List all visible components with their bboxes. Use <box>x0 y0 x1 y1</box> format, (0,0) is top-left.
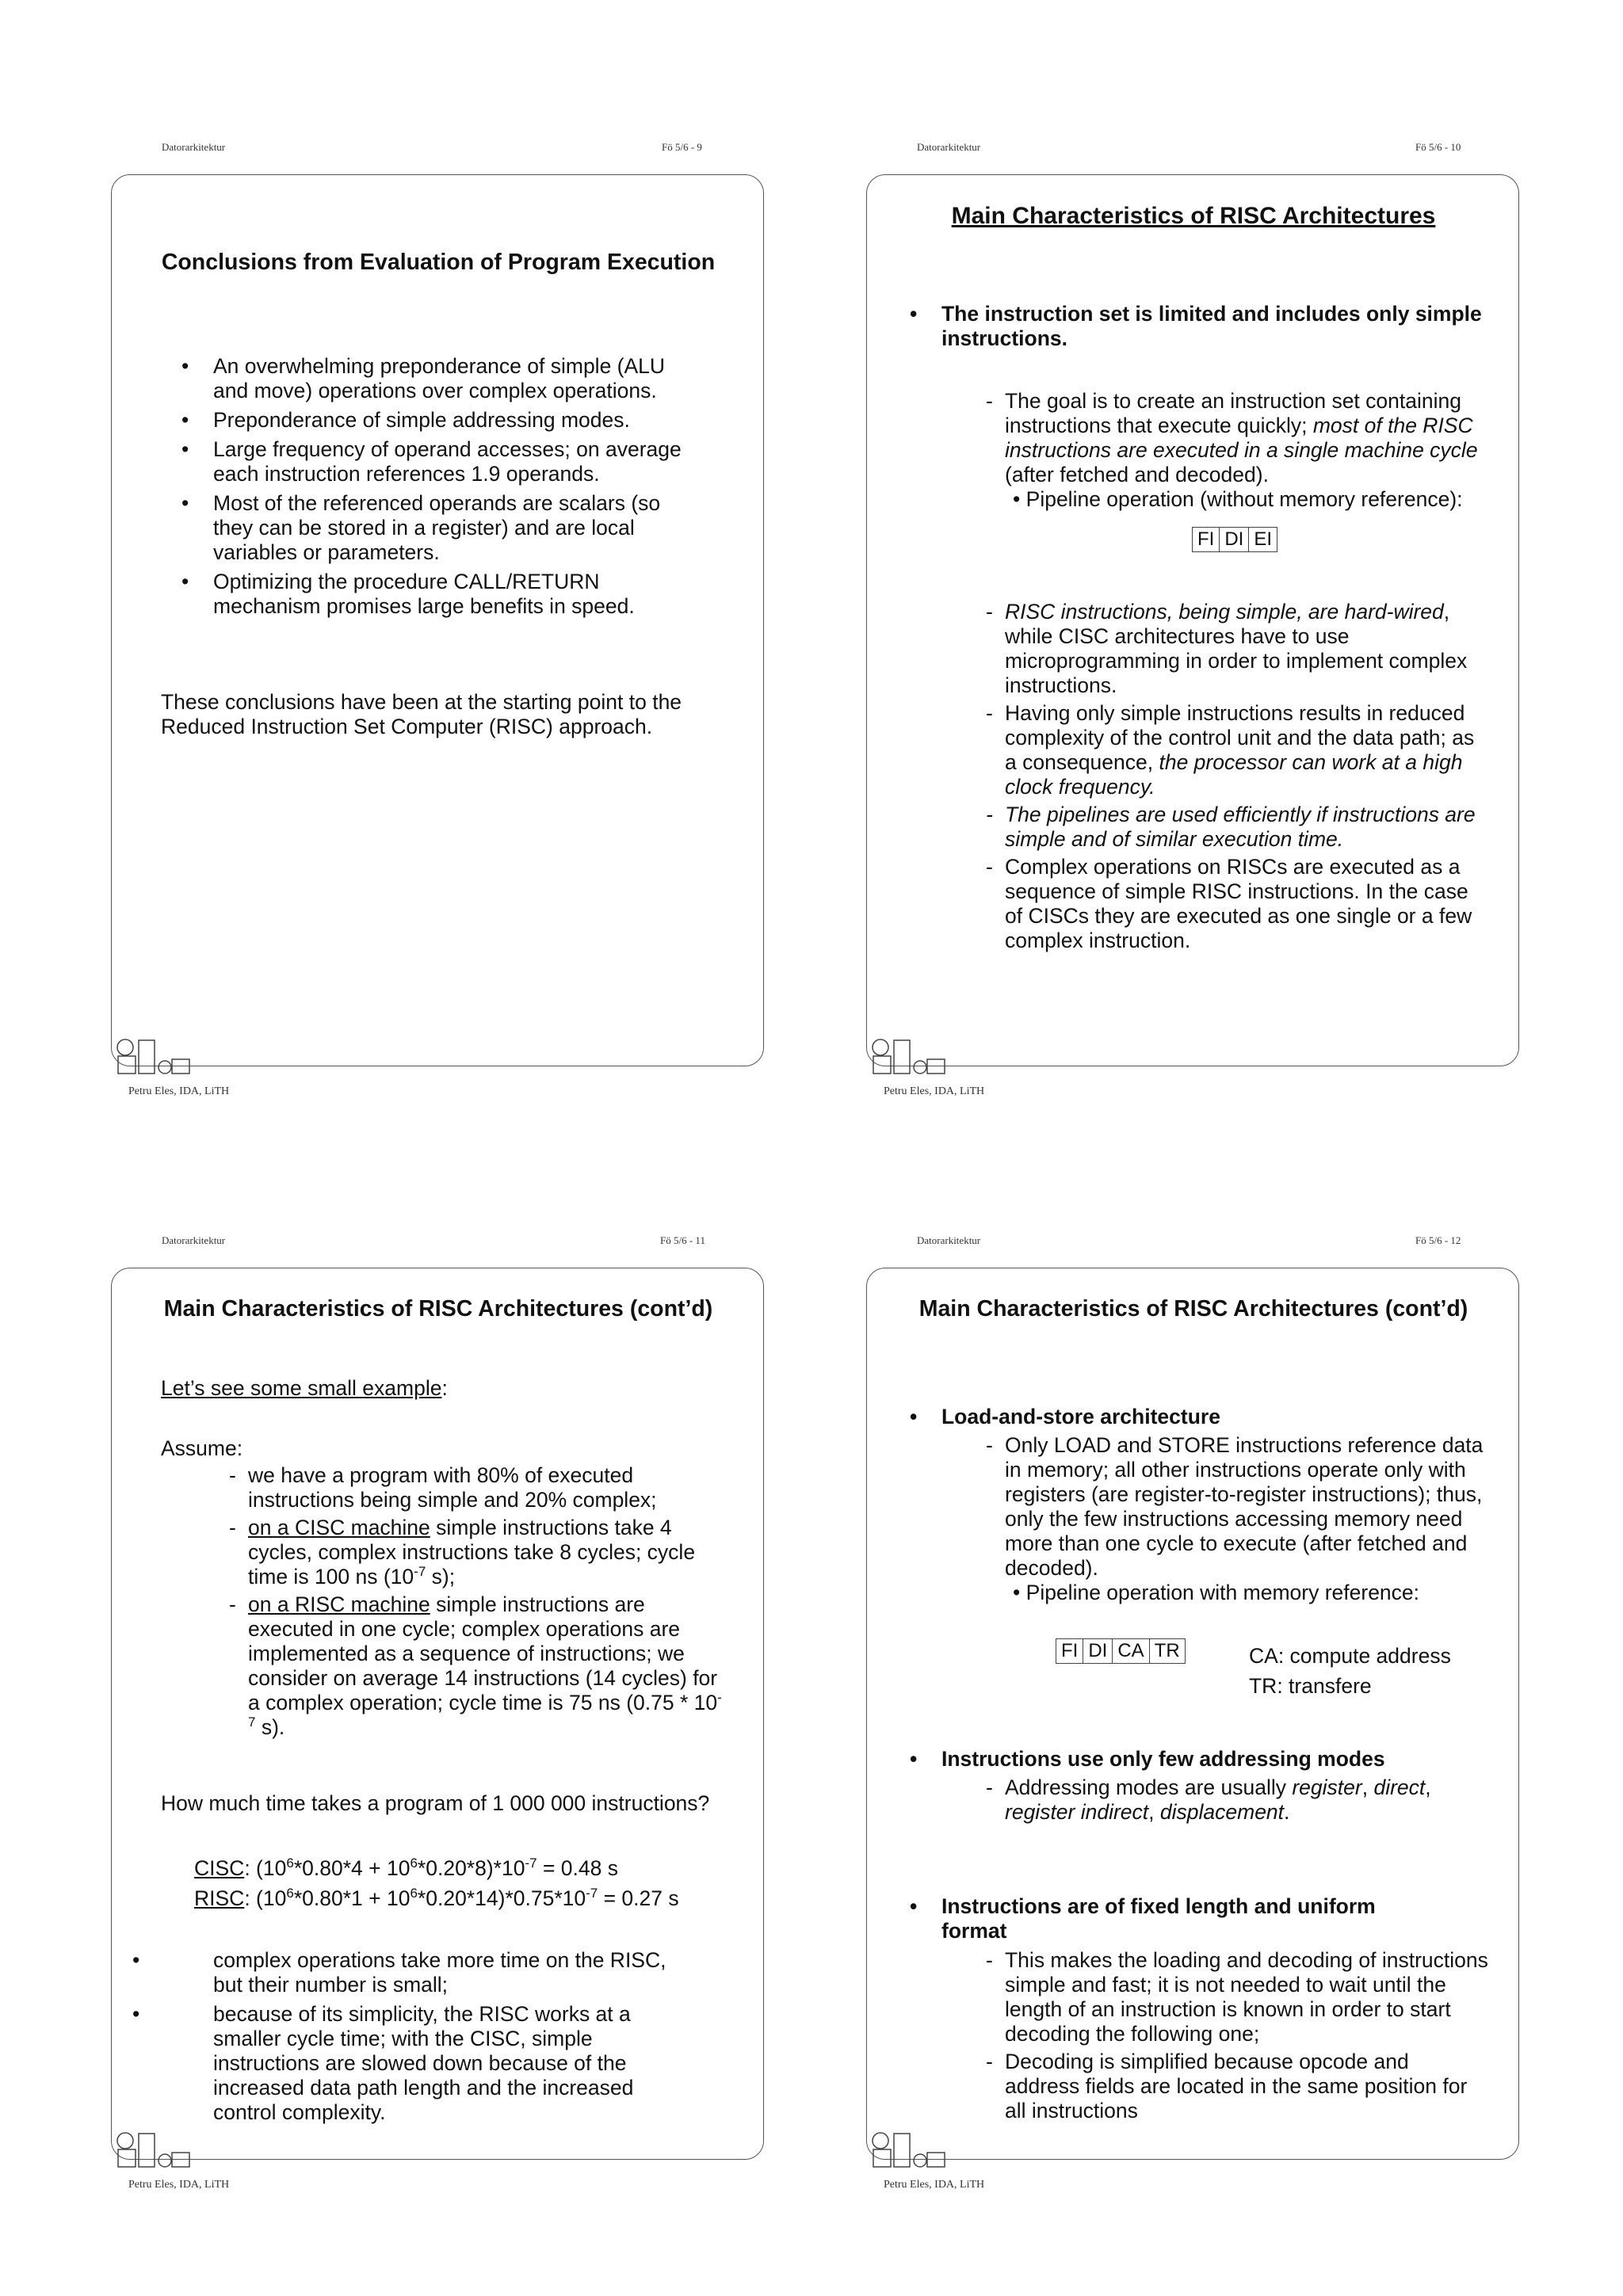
slide-9 <box>71 0 865 1125</box>
footer-author: Petru Eles, IDA, LiTH <box>128 2179 230 2191</box>
dash-list <box>224 1463 724 1743</box>
list-item: • Preponderance of simple addressing modes. <box>161 408 700 433</box>
list-item <box>981 1433 1488 1605</box>
pipeline-label: • Pipeline operation (without memory reference): <box>1013 487 1463 511</box>
stage-fi: FI <box>1056 1639 1083 1663</box>
formula-part: : (10 <box>244 1856 287 1880</box>
formula-part: *0.20*8)*10 <box>417 1856 525 1880</box>
risc-machine-label: on a RISC machine <box>248 1592 430 1616</box>
list-item: • An overwhelming preponderance of simple (ALU and move) operations over complex operations. <box>161 354 700 403</box>
list-item <box>224 1516 724 1589</box>
slide-title: Main Characteristics of RISC Architectures (cont’d) <box>163 1296 713 1322</box>
pipeline-label: • Pipeline operation with memory reference: <box>1013 1581 1420 1604</box>
footer-author: Petru Eles, IDA, LiTH <box>884 1085 985 1097</box>
text: , <box>1425 1775 1431 1799</box>
slide-frame <box>866 174 1519 1066</box>
exponent: 6 <box>410 1855 418 1871</box>
pipeline-diagram <box>1192 527 1277 552</box>
assume-label: Assume: <box>161 1436 243 1460</box>
header-page-number: Fö 5/6 - 10 <box>1415 141 1461 153</box>
emphasis: most of the RISC instructions are executed in a single machine cycle <box>1005 414 1478 462</box>
text: (after fetched and decoded). <box>1005 463 1269 486</box>
bullet-list <box>889 302 1491 356</box>
text: simple instructions take 4 cycles, complex instructions take 8 cycles; cycle time is 100 ns (10 <box>248 1516 696 1589</box>
exponent: -7 <box>586 1886 598 1901</box>
list-item: - The pipelines are used efficiently if instructions are simple and of similar execution time. <box>981 803 1488 852</box>
bullet-list <box>889 1894 1428 1948</box>
slide-12 <box>827 1093 1620 2218</box>
pipeline-stages <box>1056 1638 1186 1664</box>
slide-frame <box>111 1268 764 2160</box>
slide-11 <box>71 1093 865 2218</box>
list-item <box>224 1592 724 1740</box>
list-item: • Most of the referenced operands are scalars (so they can be stored in a register) and are local variables or parameters. <box>161 491 700 565</box>
exponent: 6 <box>286 1886 294 1901</box>
bullet-list <box>161 354 700 624</box>
logo-icon <box>116 2132 212 2170</box>
slide-frame <box>111 174 764 1066</box>
list-item <box>981 701 1488 799</box>
stage-ca: CA <box>1113 1639 1149 1663</box>
text: , <box>1148 1800 1160 1824</box>
pipeline-diagram <box>1056 1638 1186 1664</box>
text: Having only simple instructions results in reduced complexity of the control unit and the data path; as a consequence, <box>1005 701 1475 774</box>
legend-ca: CA: compute address <box>1249 1644 1451 1668</box>
emphasis: RISC instructions, being simple, are hard-wired <box>1005 600 1444 624</box>
list-item: • Optimizing the procedure CALL/RETURN mechanism promises large benefits in speed. <box>161 570 700 619</box>
stage-di: DI <box>1220 528 1249 551</box>
dash-list <box>981 1948 1488 2126</box>
list-item: - This makes the loading and decoding of instructions simple and fast; it is not needed to wait until the length of an instruction is known in order to start decoding the following one; <box>981 1948 1488 2046</box>
stage-di: DI <box>1083 1639 1113 1663</box>
list-item: - Complex operations on RISCs are executed as a sequence of simple RISC instructions. In the case of CISCs they are executed as one single or a few complex instruction. <box>981 855 1488 953</box>
list-item: - Decoding is simplified because opcode and address fields are located in the same position for all instructions <box>981 2050 1488 2123</box>
bullet-list <box>889 1747 1491 1776</box>
text: , while CISC architectures have to use microprogramming in order to implement complex instructions. <box>1005 600 1468 697</box>
formula-part: *0.80*1 + 10 <box>293 1886 411 1910</box>
stage-fi: FI <box>1193 528 1220 551</box>
formula-part: = 0.48 s <box>537 1856 618 1880</box>
question-text: How much time takes a program of 1 000 000 instructions? <box>161 1791 710 1815</box>
header-page-number: Fö 5/6 - 9 <box>662 141 702 153</box>
exponent: -7 <box>248 1690 722 1730</box>
logo-icon <box>872 1039 967 1077</box>
footer-author: Petru Eles, IDA, LiTH <box>884 2179 985 2191</box>
exponent: 6 <box>286 1855 294 1871</box>
mode-direct: direct <box>1373 1775 1426 1799</box>
slide-title: Main Characteristics of RISC Architectures <box>951 203 1436 229</box>
list-item <box>981 600 1488 698</box>
text: s); <box>426 1565 456 1589</box>
slide-title: Main Characteristics of RISC Architectures (cont’d) <box>918 1296 1468 1322</box>
logo-icon <box>116 1039 212 1077</box>
intro-text <box>161 1376 448 1401</box>
exponent: -7 <box>525 1855 537 1871</box>
formula-part: = 0.27 s <box>598 1886 679 1910</box>
cisc-formula <box>194 1856 618 1881</box>
text: simple instructions are executed in one cycle; complex operations are implemented as a sequence of instructions; we consider on average 14 instructions (14 cycles) for a complex operation; cycle time is 75 ns (0.75 * 10 <box>248 1592 718 1714</box>
stage-tr: TR <box>1154 1640 1180 1661</box>
header-page-number: Fö 5/6 - 11 <box>660 1234 705 1246</box>
header-course: Datorarkitektur <box>917 1234 981 1246</box>
formula-part: *0.80*4 + 10 <box>293 1856 411 1880</box>
list-item <box>981 389 1488 552</box>
dash-list <box>981 389 1488 956</box>
list-item: • complex operations take more time on the RISC, but their number is small; <box>112 1948 682 1997</box>
bullet-list <box>889 1405 1491 1434</box>
list-item: - we have a program with 80% of executed instructions being simple and 20% complex; <box>224 1463 724 1512</box>
legend-tr: TR: transfere <box>1249 1674 1372 1698</box>
mode-register-indirect: register indirect <box>1005 1800 1149 1824</box>
header-page-number: Fö 5/6 - 12 <box>1415 1234 1461 1246</box>
list-item: • Instructions are of fixed length and uniform format <box>889 1894 1428 1943</box>
slide-10 <box>827 0 1620 1125</box>
slide-frame <box>866 1268 1519 2160</box>
text: Addressing modes are usually <box>1005 1775 1293 1799</box>
dash-list <box>981 1775 1488 1828</box>
risc-label: RISC <box>194 1886 245 1910</box>
list-item: • Large frequency of operand accesses; on average each instruction references 1.9 operands. <box>161 437 700 486</box>
cisc-label: CISC <box>194 1856 245 1880</box>
text: The goal is to create an instruction set containing instructions that execute quickly; <box>1005 389 1461 437</box>
intro-underlined: Let’s see some small example <box>161 1376 442 1400</box>
logo-icon <box>872 2132 967 2170</box>
emphasis: the processor can work at a high clock frequency. <box>1005 750 1463 799</box>
mode-displacement: displacement <box>1159 1800 1285 1824</box>
formula-part: : (10 <box>244 1886 287 1910</box>
exponent: 6 <box>410 1886 418 1901</box>
list-item: • Load-and-store architecture <box>889 1405 1491 1429</box>
header-course: Datorarkitektur <box>917 141 981 153</box>
dash-list <box>981 1433 1488 1608</box>
stage-ei: EI <box>1254 528 1272 550</box>
bullet-list <box>112 1948 682 2130</box>
text: s). <box>255 1715 285 1739</box>
footer-author: Petru Eles, IDA, LiTH <box>128 1085 230 1097</box>
list-item: • Instructions use only few addressing modes <box>889 1747 1491 1772</box>
header-course: Datorarkitektur <box>162 1234 226 1246</box>
cisc-machine-label: on a CISC machine <box>248 1516 430 1539</box>
mode-register: register <box>1292 1775 1362 1799</box>
intro-colon: : <box>441 1376 448 1400</box>
header-course: Datorarkitektur <box>162 141 226 153</box>
exponent: -7 <box>414 1564 426 1580</box>
list-item: • The instruction set is limited and includes only simple instructions. <box>889 302 1491 351</box>
list-item: • because of its simplicity, the RISC works at a smaller cycle time; with the CISC, simple instructions are slowed down because of the increased data path length and the increased control complexity. <box>112 2002 682 2125</box>
text: , <box>1361 1775 1374 1799</box>
conclusion-text: These conclusions have been at the starting point to the Reduced Instruction Set Computer (RISC) approach. <box>161 690 682 738</box>
risc-formula <box>194 1886 679 1911</box>
list-item <box>981 1775 1488 1825</box>
text: . <box>1284 1800 1290 1824</box>
text: Only LOAD and STORE instructions reference data in memory; all other instructions operate only with registers (are register-to-register instructions); thus, only the few instructions accessing memory need more than one cycle to execute (after fetched and decoded). <box>1005 1433 1484 1580</box>
formula-part: *0.20*14)*0.75*10 <box>417 1886 586 1910</box>
slide-title: Conclusions from Evaluation of Program Execution <box>161 250 716 275</box>
